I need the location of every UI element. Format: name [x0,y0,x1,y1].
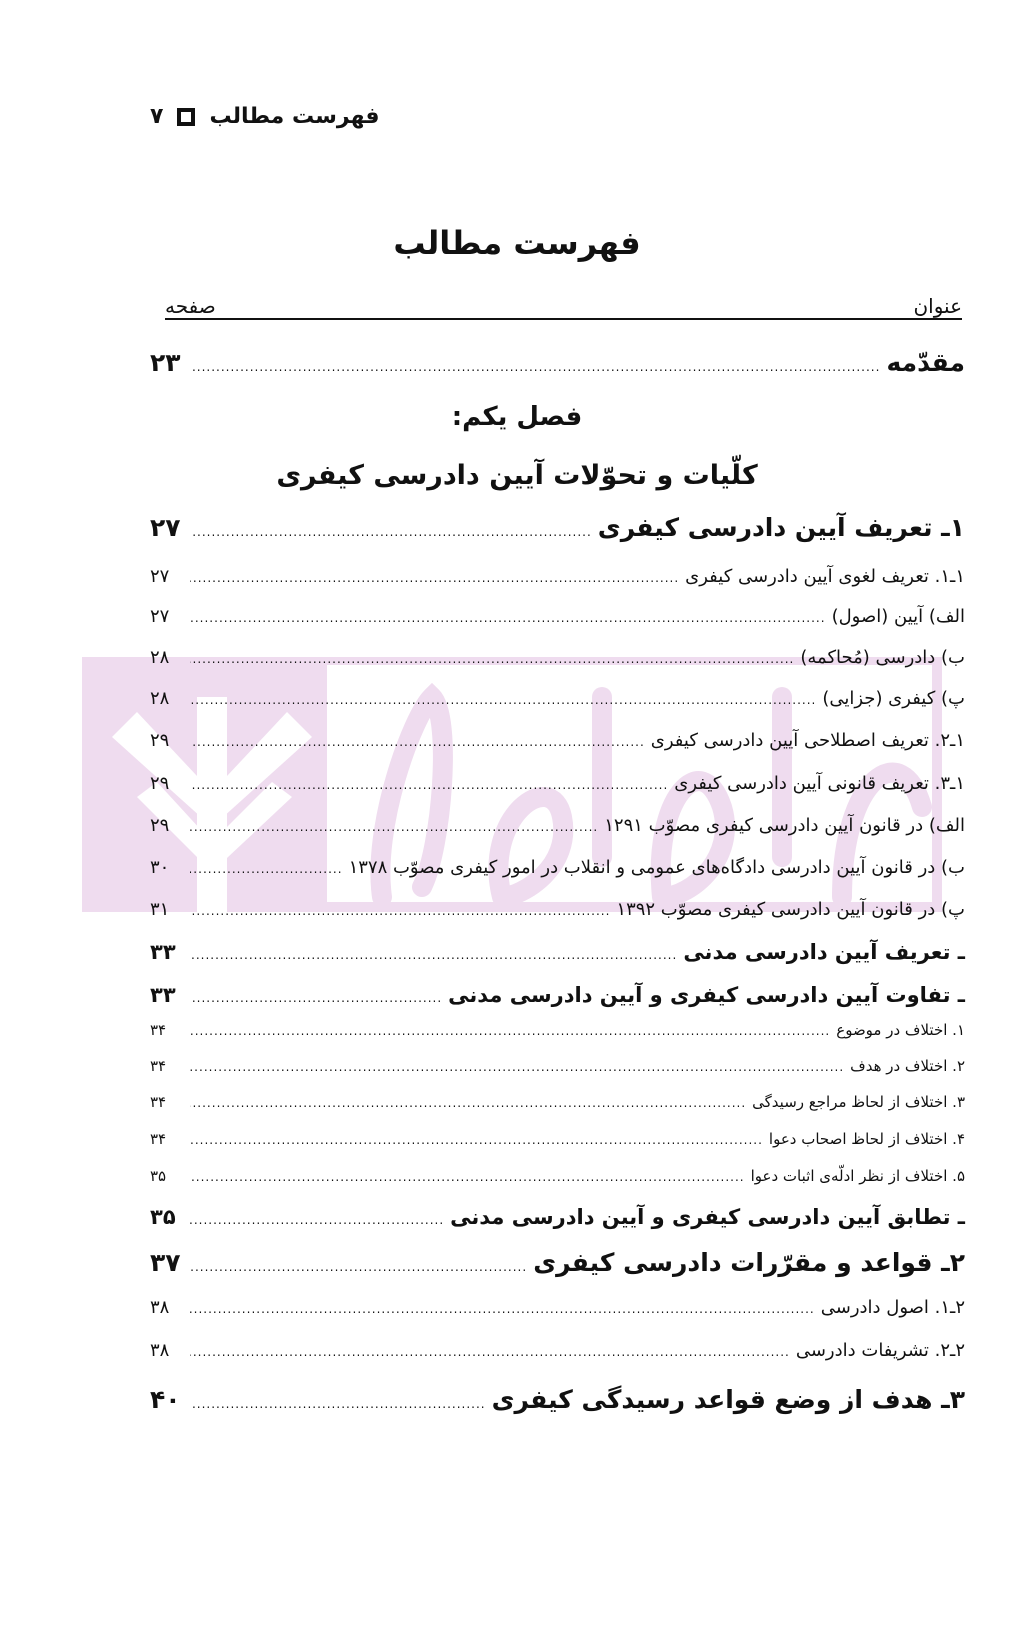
toc-entry-page: ۳۴ [150,1021,167,1039]
leader-dots [190,904,610,918]
toc-entry-title: الف) آیین (اصول) [831,606,965,627]
running-header [150,104,380,129]
column-headers [165,284,962,320]
page-title: فهرست مطالب [393,224,641,262]
toc-entry-page: ۳۴ [150,1130,167,1148]
toc-entry-title: ۲ـ۱. اصول دادرسی [820,1297,965,1318]
leader-dots [190,1096,746,1110]
leader-dots [190,778,668,792]
leader-dots [190,1213,444,1227]
toc-entry[interactable] [150,1340,965,1361]
toc-entry-page: ۳۸ [150,1340,170,1361]
toc-entry-title: ب) در قانون آیین دادرسی دادگاه‌های عمومی و انقلاب در امور کیفری مصوّب ۱۳۷۸ [348,857,965,878]
leader-dots [190,948,677,962]
toc-entry-page: ۳۴ [150,1057,167,1075]
leader-dots [190,1260,527,1274]
toc-entry-title: ب) دادرسی (مُحاکمه) [800,647,965,668]
toc-entry-title: ـ تعریف آیین دادرسی مدنی [683,940,965,964]
toc-entry-page: ۲۸ [150,647,170,668]
toc-entry[interactable] [150,566,965,587]
toc-entry[interactable] [150,1093,965,1111]
leader-dots [190,735,645,749]
leader-dots [190,820,598,834]
toc-entry[interactable] [150,1057,965,1075]
toc-entry-title: ۱. اختلاف در موضوع [836,1021,965,1039]
leader-dots [190,360,880,374]
toc-entry-page: ۳۱ [150,899,170,920]
toc-entry[interactable] [150,940,965,964]
toc-entry-page: ۴۰ [150,1385,181,1414]
toc-entry[interactable] [150,1205,965,1229]
toc-entry-title: ۵. اختلاف از نظر ادلّه‌ی اثبات دعوا [750,1167,965,1185]
toc-entry-title: ۱ـ۱. تعریف لغوی آیین دادرسی کیفری [685,566,965,587]
toc-entry[interactable] [150,857,965,878]
leader-dots [190,1397,486,1411]
toc-entry-title: ۲ـ قواعد و مقرّرات دادرسی کیفری [533,1248,965,1277]
toc-entry-page: ۲۷ [150,513,181,542]
leader-dots [190,1024,830,1038]
leader-dots [190,991,442,1005]
column-header-page: صفحه [165,294,216,318]
toc-entry[interactable] [150,688,965,709]
square-bullet-icon [177,108,195,126]
running-header-page-number: ۷ [150,104,164,129]
toc-entry[interactable] [150,1130,965,1148]
toc-entry[interactable] [150,899,965,920]
toc-entry[interactable] [150,1021,965,1039]
toc-entry-page: ۲۹ [150,815,170,836]
leader-dots [190,1345,790,1359]
toc-entry-page: ۳۰ [150,857,170,878]
leader-dots [190,525,592,539]
toc-entry-title: ۲. اختلاف در هدف [850,1057,965,1075]
toc-entry-page: ۲۹ [150,730,170,751]
toc-entry-title: ۱ـ۳. تعریف قانونی آیین دادرسی کیفری [674,773,965,794]
running-header-section: فهرست مطالب [209,104,380,129]
leader-dots [190,1170,745,1184]
toc-entry-title: ۳. اختلاف از لحاظ مراجع رسیدگی [752,1093,965,1111]
toc-entry[interactable] [150,606,965,627]
toc-entry[interactable] [150,815,965,836]
toc-entry-title: ۴. اختلاف از لحاظ اصحاب دعوا [768,1130,965,1148]
toc-entry-title: ـ تطابق آیین دادرسی کیفری و آیین دادرسی مدنی [450,1205,965,1229]
toc-entry[interactable] [150,1385,965,1414]
toc-entry-title: ۱ـ۲. تعریف اصطلاحی آیین دادرسی کیفری [650,730,965,751]
toc-entry[interactable] [150,647,965,668]
toc-entry-title: ۳ـ هدف از وضع قواعد رسیدگی کیفری [491,1385,965,1414]
toc-entry-title: پ) در قانون آیین دادرسی کیفری مصوّب ۱۳۹۲ [616,899,965,920]
toc-entry-title: ۲ـ۲. تشریفات دادرسی [795,1340,965,1361]
toc-entry-page: ۳۷ [150,1248,181,1277]
toc-entry[interactable] [150,513,965,542]
leader-dots [190,862,343,876]
toc-entry-page: ۳۸ [150,1297,170,1318]
toc-entry-page: ۲۸ [150,688,170,709]
leader-dots [190,1302,815,1316]
chapter-name: کلّیات و تحوّلات آیین دادرسی کیفری [276,460,758,491]
toc-entry-page: ۲۷ [150,566,170,587]
toc-entry-page: ۲۹ [150,773,170,794]
toc-entry[interactable] [150,983,965,1007]
leader-dots [190,571,679,585]
leader-dots [190,652,794,666]
toc-entry-page: ۲۷ [150,606,170,627]
toc-entry-page: ۳۵ [150,1167,167,1185]
toc-entry-page: ۳۵ [150,1205,176,1229]
column-header-title: عنوان [913,294,962,318]
toc-entry-page: ۳۳ [150,983,176,1007]
toc-entry[interactable] [150,1297,965,1318]
toc-entry-title: ـ تفاوت آیین دادرسی کیفری و آیین دادرسی مدنی [448,983,965,1007]
toc-entry-page: ۳۳ [150,940,176,964]
toc-entry-title: الف) در قانون آیین دادرسی کیفری مصوّب ۱۲۹۱ [604,815,965,836]
toc-entry-title: مقدّمه [886,348,965,377]
toc-entry[interactable] [150,730,965,751]
toc-entry-page: ۲۳ [150,348,181,377]
toc-entry-page: ۳۴ [150,1093,167,1111]
leader-dots [190,1060,844,1074]
leader-dots [190,1133,763,1147]
toc-entry-title: ۱ـ تعریف آیین دادرسی کیفری [597,513,965,542]
leader-dots [190,611,826,625]
toc-entry-intro[interactable] [150,348,965,377]
toc-entry-title: پ) کیفری (جزایی) [822,688,965,709]
toc-entry[interactable] [150,1248,965,1277]
toc-entry[interactable] [150,773,965,794]
leader-dots [190,693,816,707]
toc-entry[interactable] [150,1167,965,1185]
chapter-label: فصل یکم: [451,402,583,432]
